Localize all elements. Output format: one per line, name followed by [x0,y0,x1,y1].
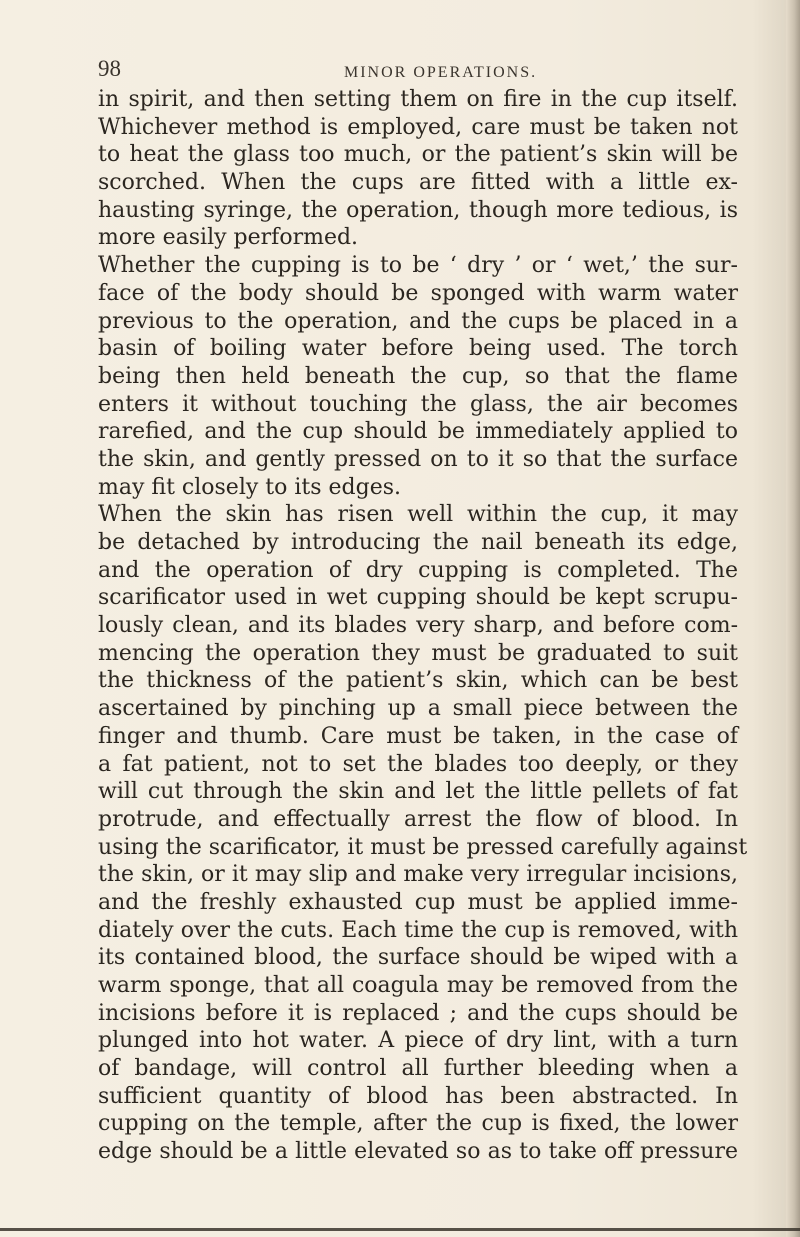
page-header [98,56,788,86]
bottom-edge-rule [0,1228,800,1231]
text-line: and the operation of dry cupping is completed. The [98,557,738,583]
text-line: of bandage, will control all further bleeding when a [98,1056,738,1082]
text-line: edge should be a little elevated so as to take off pressure [98,1139,738,1165]
text-line: using the scarificator, it must be pressed carefully against [98,834,748,860]
body-text [98,86,748,1166]
text-line: diately over the cuts. Each time the cup is removed, with [98,917,738,943]
text-line: finger and thumb. Care must be taken, in the case of [98,723,738,749]
text-line: previous to the operation, and the cups be placed in a [98,308,738,334]
text-line: will cut through the skin and let the little pellets of fat [98,779,738,805]
text-line: scorched. When the cups are fitted with a little ex- [98,170,738,196]
text-line: face of the body should be sponged with warm water [98,280,738,306]
text-line: warm sponge, that all coagula may be removed from the [98,973,738,998]
text-line: the thickness of the patient’s skin, which can be best [98,668,738,694]
page-edge-shadow [786,0,800,1237]
text-line: rarefied, and the cup should be immediately applied to [98,419,738,445]
text-line: to heat the glass too much, or the patient’s skin will be [98,142,738,168]
text-line: the skin, and gently pressed on to it so that the surface [98,446,738,472]
running-head: MINOR OPERATIONS. [344,64,538,81]
text-line: plunged into hot water. A piece of dry lint, with a turn [98,1028,738,1054]
text-line: basin of boiling water before being used. The torch [98,336,738,362]
text-line: its contained blood, the surface should be wiped with a [98,945,738,971]
text-line: Whether the cupping is to be ‘ dry ’ or ‘ wet,’ the sur- [98,253,738,279]
text-line: When the skin has risen well within the cup, it may [98,502,738,528]
text-line: protrude, and effectually arrest the flow of blood. In [98,806,738,832]
text-line: hausting syringe, the operation, though more tedious, is [98,197,738,223]
text-line: be detached by introducing the nail beneath its edge, [98,530,738,555]
text-line: scarificator used in wet cupping should be kept scrupu- [98,585,738,611]
text-line: a fat patient, not to set the blades too deeply, or they [98,751,738,777]
text-line: the skin, or it may slip and make very irregular incisions, [98,862,738,888]
text-line: lously clean, and its blades very sharp, and before com- [98,613,738,639]
text-line: more easily performed. [98,225,359,251]
text-line: may fit closely to its edges. [98,474,402,500]
text-line: sufficient quantity of blood has been abstracted. In [98,1083,738,1109]
text-line: mencing the operation they must be graduated to suit [98,640,738,666]
text-line: ascertained by pinching up a small piece between the [98,696,738,722]
page-number: 98 [98,56,121,81]
text-line: being then held beneath the cup, so that the flame [98,363,738,389]
text-line: enters it without touching the glass, the air becomes [98,391,738,417]
text-line: cupping on the temple, after the cup is fixed, the lower [98,1111,738,1137]
text-line: in spirit, and then setting them on fire in the cup itself. [98,87,738,112]
text-line: incisions before it is replaced ; and the cups should be [98,1000,738,1026]
text-line: Whichever method is employed, care must be taken not [98,114,738,140]
text-line: and the freshly exhausted cup must be applied imme- [98,889,738,915]
